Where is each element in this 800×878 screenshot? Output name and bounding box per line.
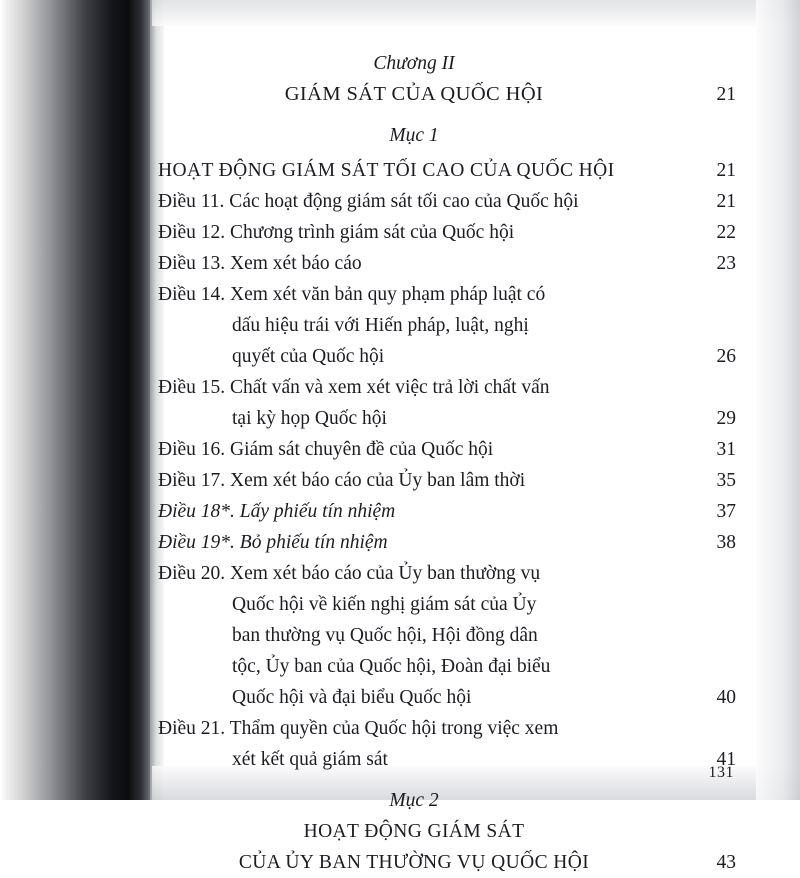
section-1-title-page: 21: [716, 160, 736, 181]
toc-entry-cont: [150, 403, 770, 434]
spacer: [150, 775, 770, 785]
section-2-title-line1: HOẠT ĐỘNG GIÁM SÁT: [303, 821, 525, 842]
chapter-title-row: [150, 79, 770, 110]
toc-entry-page: 41: [716, 749, 736, 770]
toc-entry-text: dấu hiệu trái với Hiến pháp, luật, nghị: [232, 315, 529, 336]
toc-entry-text: Điều 20. Xem xét báo cáo của Ủy ban thường vụ: [158, 563, 541, 584]
toc-entry-text: tại kỳ họp Quốc hội: [232, 408, 387, 429]
toc-entry-page: 22: [716, 222, 736, 243]
toc-entry-text: Điều 16. Giám sát chuyên đề của Quốc hội: [158, 439, 494, 460]
toc-entry-page: 38: [716, 532, 736, 553]
toc-entry-text: Điều 13. Xem xét báo cáo: [158, 253, 362, 274]
toc-entry-text: Điều 12. Chương trình giám sát của Quốc hội: [158, 222, 515, 243]
toc-entry-text: quyết của Quốc hội: [232, 346, 385, 367]
section-1-title-row: [150, 155, 770, 186]
chapter-label: Chương II: [373, 53, 455, 74]
toc-entry[interactable]: [150, 434, 770, 465]
toc-entry[interactable]: [150, 465, 770, 496]
toc-entry-page: 26: [716, 346, 736, 367]
toc-entry-text: Điều 11. Các hoạt động giám sát tối cao của Quốc hội: [158, 191, 579, 212]
toc-entry[interactable]: [150, 713, 770, 744]
section-2-title-page: 43: [716, 852, 736, 873]
chapter-label-row: [150, 48, 770, 79]
section-2-title-row-1: [150, 816, 770, 847]
section-2-label-row: [150, 785, 770, 816]
toc-entry-cont: [150, 341, 770, 372]
toc-entry-text: Điều 19*. Bỏ phiếu tín nhiệm: [158, 532, 388, 553]
toc-entry-cont: [150, 682, 770, 713]
page-number: 131: [708, 764, 734, 781]
toc-entry-cont: [150, 651, 770, 682]
toc-entry-text: xét kết quả giám sát: [232, 749, 388, 770]
chapter-title: GIÁM SÁT CỦA QUỐC HỘI: [284, 83, 544, 105]
toc-entry-page: 21: [716, 191, 736, 212]
section-1-title: HOẠT ĐỘNG GIÁM SÁT TỐI CAO CỦA QUỐC HỘI: [158, 160, 615, 181]
section-2-title-line2: CỦA ỦY BAN THƯỜNG VỤ QUỐC HỘI: [238, 852, 590, 873]
toc-entry-page: 37: [716, 501, 736, 522]
toc-entry-text: Điều 17. Xem xét báo cáo của Ủy ban lâm thời: [158, 470, 526, 491]
toc-entry[interactable]: [150, 496, 770, 527]
toc-entry[interactable]: [150, 527, 770, 558]
chapter-title-page: 21: [716, 84, 736, 105]
toc-entry-cont: [150, 744, 770, 775]
toc-entry-page: 29: [716, 408, 736, 429]
toc-entry-cont: [150, 589, 770, 620]
book-gutter-shadow: [0, 0, 152, 800]
toc-entry[interactable]: [150, 186, 770, 217]
toc-entry-text: tộc, Ủy ban của Quốc hội, Đoàn đại biểu: [232, 656, 551, 677]
section-2-label: Mục 2: [389, 790, 439, 811]
toc-entry-text: ban thường vụ Quốc hội, Hội đồng dân: [232, 625, 538, 646]
toc-entry-page: 40: [716, 687, 736, 708]
toc-entry-text: Điều 21. Thẩm quyền của Quốc hội trong việc xem: [158, 718, 559, 739]
toc-entry-text: Điều 14. Xem xét văn bản quy phạm pháp luật có: [158, 284, 546, 305]
toc-entry-text: Điều 15. Chất vấn và xem xét việc trả lời chất vấn: [158, 377, 550, 398]
section-2-title-row-2: [150, 847, 770, 878]
page-top-shading: [152, 0, 800, 26]
table-of-contents: [150, 48, 770, 878]
toc-entry-text: Quốc hội về kiến nghị giám sát của Ủy: [232, 594, 537, 615]
toc-entry-page: 35: [716, 470, 736, 491]
toc-entry-page: 23: [716, 253, 736, 274]
section-1-label-row: [150, 120, 770, 151]
toc-entry-cont: [150, 620, 770, 651]
toc-entry-text: Điều 18*. Lấy phiếu tín nhiệm: [158, 501, 396, 522]
toc-entry[interactable]: [150, 558, 770, 589]
toc-entry-text: Quốc hội và đại biểu Quốc hội: [232, 687, 472, 708]
spacer: [150, 110, 770, 120]
toc-entry[interactable]: [150, 279, 770, 310]
section-1-label: Mục 1: [389, 125, 439, 146]
toc-entry-page: 31: [716, 439, 736, 460]
toc-entry[interactable]: [150, 217, 770, 248]
toc-entry[interactable]: [150, 372, 770, 403]
toc-entry[interactable]: [150, 248, 770, 279]
toc-entry-cont: [150, 310, 770, 341]
